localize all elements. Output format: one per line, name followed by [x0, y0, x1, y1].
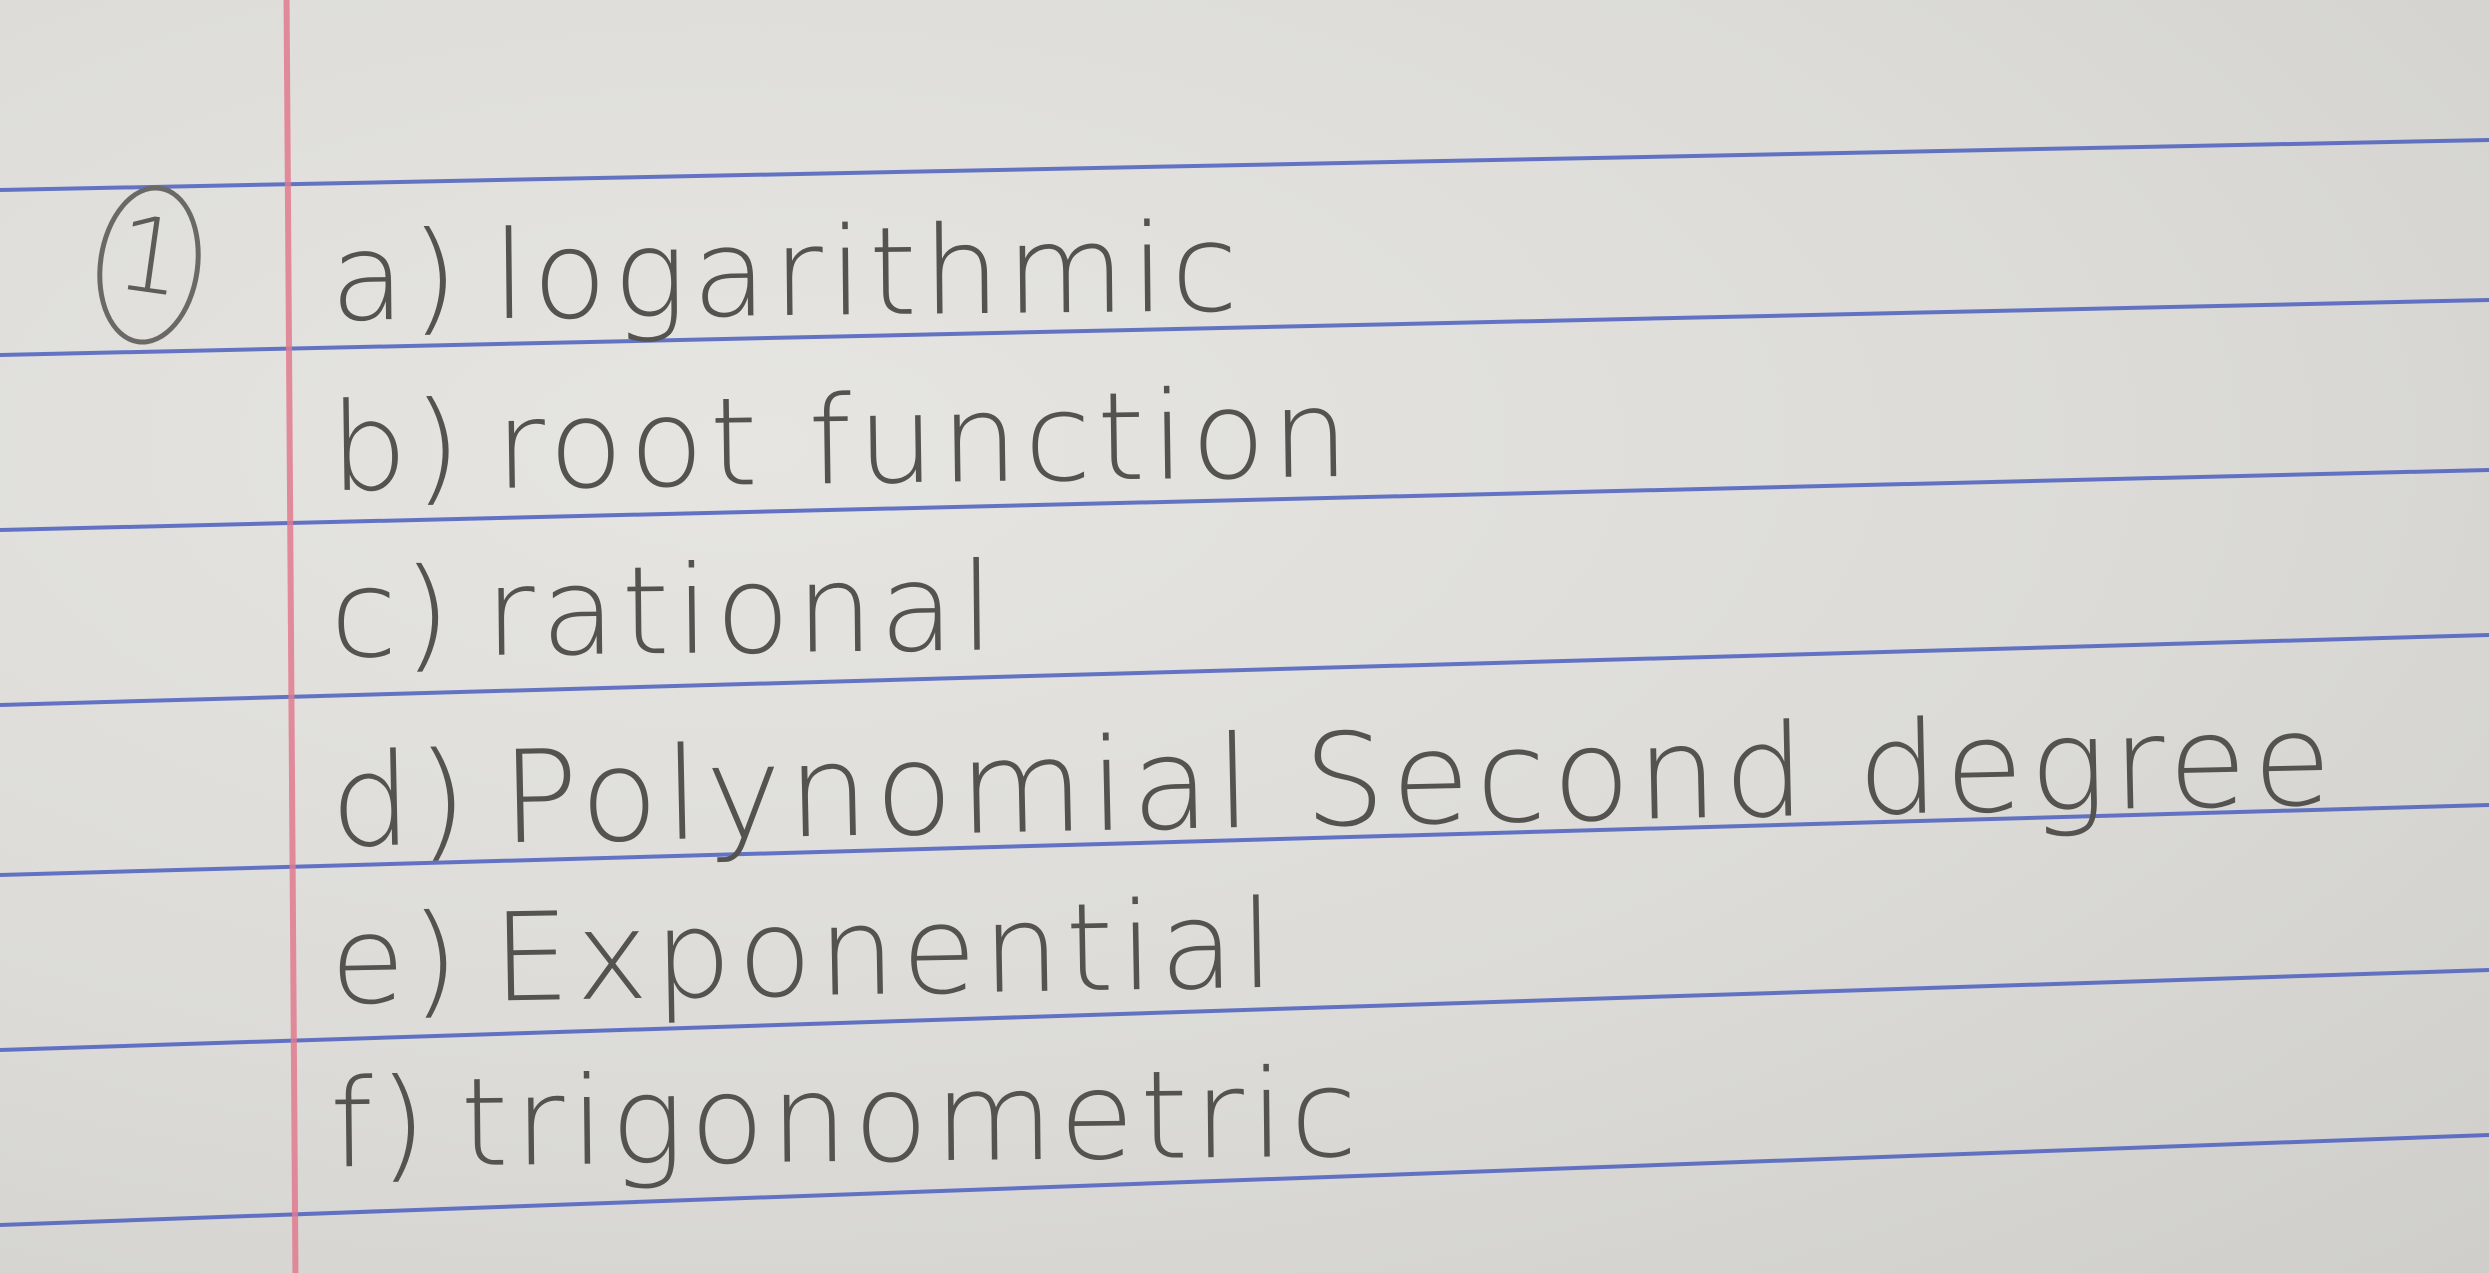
answer-item-c: [329, 536, 1001, 686]
answer-item-a: [329, 197, 1245, 349]
answer-marker: b): [329, 375, 469, 520]
answer-marker: f): [329, 1052, 434, 1196]
answer-item-b: [329, 362, 1356, 520]
answer-marker: a): [329, 205, 466, 349]
answer-text: trigonometric: [459, 1042, 1364, 1195]
answer-text: rational: [483, 536, 1001, 684]
answer-text: Polynomial Second degree: [499, 685, 2340, 874]
rule-line: [0, 140, 2489, 190]
problem-number: 1: [108, 191, 192, 322]
answer-marker: d): [328, 725, 475, 878]
answer-text: Exponential: [491, 873, 1282, 1030]
answer-text: root function: [494, 362, 1356, 517]
answer-item-e: [328, 873, 1282, 1033]
answer-marker: c): [329, 542, 458, 686]
answer-item-f: [329, 1042, 1364, 1196]
answer-text: logarithmic: [491, 197, 1245, 348]
answer-marker: e): [328, 887, 466, 1033]
